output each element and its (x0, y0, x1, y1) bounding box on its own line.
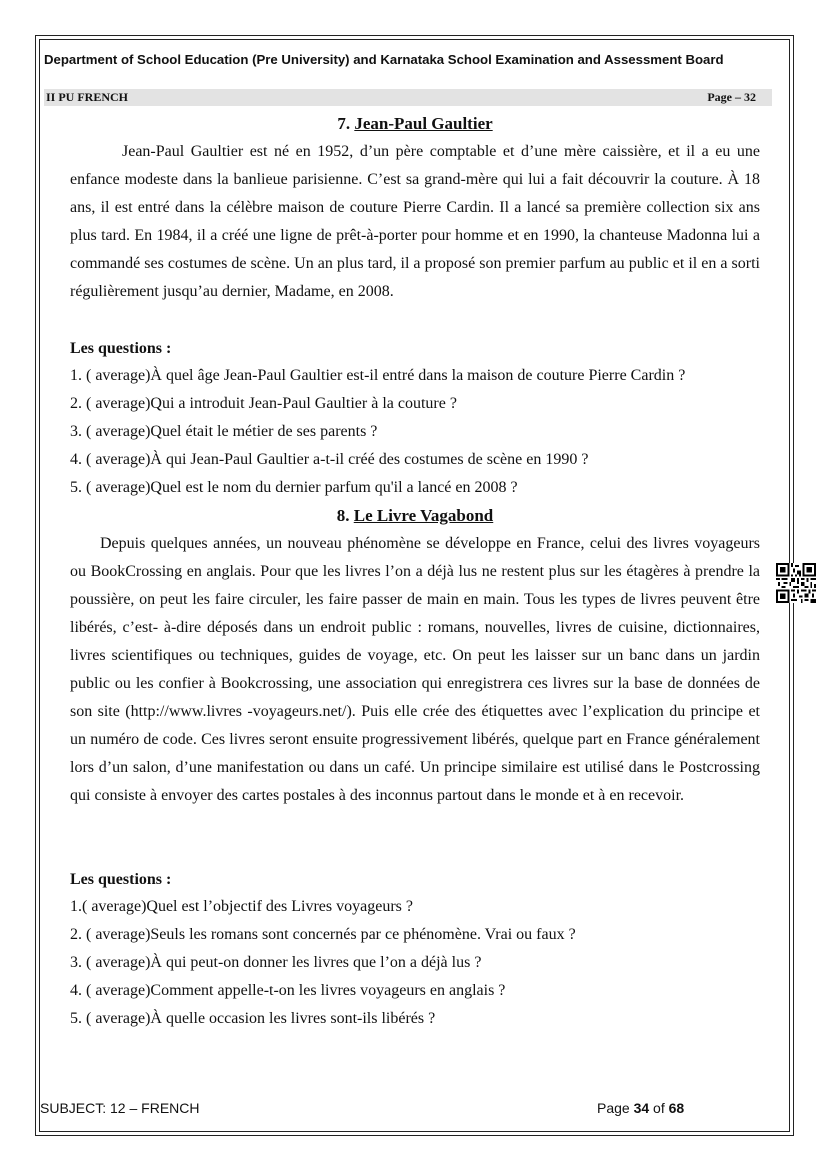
section-7-questions (70, 362, 770, 502)
section-7-number: 7. (337, 114, 351, 133)
section-8-questions (70, 893, 770, 1033)
section-7-passage: Jean-Paul Gaultier est né en 1952, d’un père comptable et d’une mère caissière, et il a eu une enfance modeste dans la banlieue parisienne. C’est sa grand-mère qui lui a fait découvrir la couture. À 18 ans, il est entré dans la célèbre maison de couture Pierre Cardin. Il a lancé sa première collection six ans plus tard. En 1984, il a créé une ligne de prêt-à-porter pour homme et en 1990, la chanteuse Madonna lui a commandé ses costumes de scène. Un an plus tard, il a proposé son premier parfum au public et il en a sorti régulièrement jusqu’au dernier, Madame, en 2008. (70, 143, 760, 300)
header-page-label: Page – 32 (707, 90, 756, 104)
question-item: 1. ( average)À quel âge Jean-Paul Gaultier est-il entré dans la maison de couture Pierre Cardin ? (70, 367, 686, 384)
question-item: 5. ( average)À quelle occasion les livres sont-ils libérés ? (70, 1010, 436, 1027)
section-8-number: 8. (336, 506, 350, 525)
question-item: 2. ( average)Seuls les romans sont concernés par ce phénomène. Vrai ou faux ? (70, 926, 576, 943)
qr-code-icon (776, 563, 816, 603)
question-item: 1.( average)Quel est l’objectif des Livres voyageurs ? (70, 898, 413, 915)
question-item: 3. ( average)À qui peut-on donner les livres que l’on a déjà lus ? (70, 954, 482, 971)
footer-page-current: 34 (633, 1100, 650, 1116)
section-8-title-text: Le Livre Vagabond (353, 506, 494, 525)
section-7-title-text: Jean-Paul Gaultier (354, 114, 493, 133)
footer-page-prefix: Page (597, 1100, 634, 1116)
course-label: II PU FRENCH (46, 90, 129, 104)
question-item: 2. ( average)Qui a introduit Jean-Paul Gaultier à la couture ? (70, 395, 457, 412)
footer-subject: SUBJECT: 12 – FRENCH (40, 1100, 200, 1116)
footer-page-total: 68 (668, 1100, 685, 1116)
section-8-title (70, 506, 760, 526)
section-7-questions-heading: Les questions : (70, 340, 172, 357)
footer-page-number (597, 1100, 684, 1116)
question-item: 5. ( average)Quel est le nom du dernier parfum qu'il a lancé en 2008 ? (70, 479, 518, 496)
footer-page-of: of (649, 1100, 669, 1116)
section-7-title (70, 114, 760, 134)
section-8-passage: Depuis quelques années, un nouveau phénomène se développe en France, celui des livres voyageurs ou BookCrossing en anglais. Pour que les livres l’on a déjà lus ne restent plus sur les étagères à prendre la poussière, on peut les faire circuler, les faire passer de main en main. Tous les types de livres peuvent être libérés, c’est- à-dire déposés dans un endroit public : romans, nouvelles, livres de cuisine, dictionnaires, livres scientifiques ou techniques, guides de voyage, etc. On peut les laisser sur un banc dans un jardin public ou les confier à Bookcrossing, une association qui enregistrera ces livres sur la base de données de son site (http://www.livres -voyageurs.net/). Puis elle crée des étiquettes avec l’explication du principe et un numéro de code. Ces livres seront ensuite progressivement libérés, quelque part en France généralement lors d’un salon, d’une manifestation ou dans un café. Un principe similaire est utilisé dans le Postcrossing qui consiste à envoyer des cartes postales à des inconnus partout dans le monde et à en recevoir. (70, 535, 760, 804)
board-header: Department of School Education (Pre University) and Karnataka School Examination and Assessment Board (44, 52, 724, 67)
question-item: 4. ( average)À qui Jean-Paul Gaultier a-t-il créé des costumes de scène en 1990 ? (70, 451, 589, 468)
question-item: 3. ( average)Quel était le métier de ses parents ? (70, 423, 378, 440)
section-8-questions-heading: Les questions : (70, 871, 172, 888)
course-header-bar (44, 89, 772, 106)
question-item: 4. ( average)Comment appelle-t-on les livres voyageurs en anglais ? (70, 982, 506, 999)
